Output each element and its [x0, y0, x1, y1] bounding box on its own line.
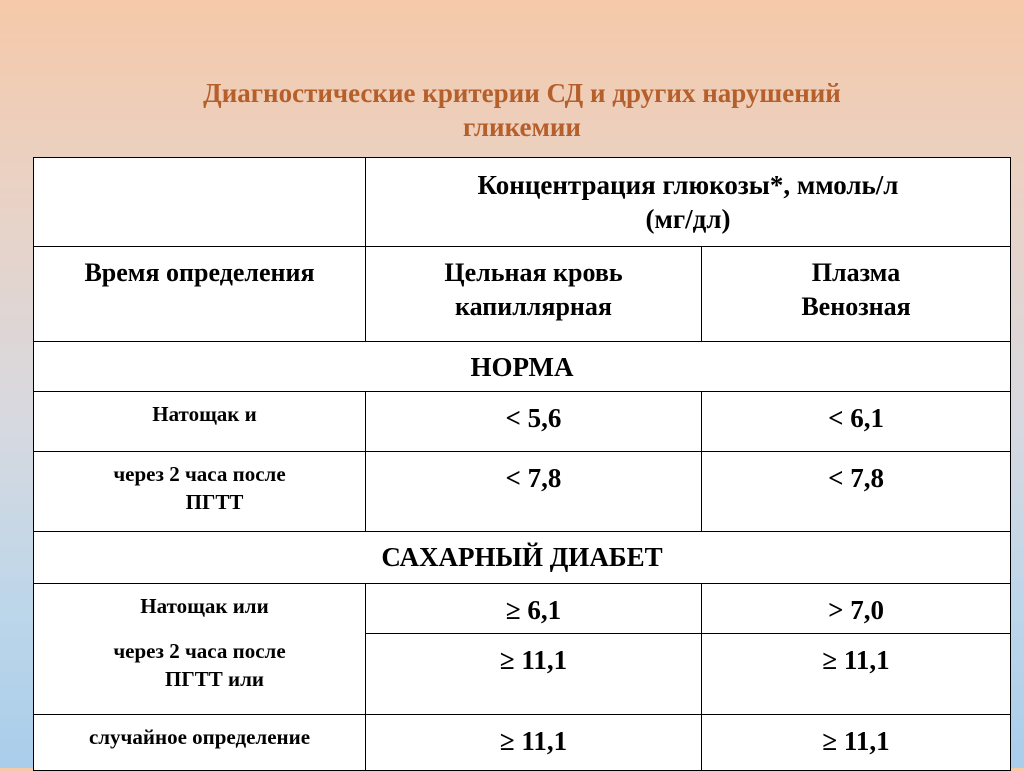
table-row [34, 392, 1011, 452]
plasma-line2: Венозная [801, 292, 911, 321]
concentration-header-line1: Концентрация глюкозы*, ммоль/л [477, 170, 899, 200]
value-whole-blood: ≥ 11,1 [366, 715, 702, 771]
slide-title-line1: Диагностические критерии СД и других нарушений [203, 78, 841, 108]
plasma-line1: Плазма [811, 258, 901, 287]
value-plasma: < 7,8 [702, 452, 1011, 532]
empty-corner-cell [34, 158, 366, 247]
row-label-text: через 2 часа после [113, 639, 286, 663]
table-row [34, 715, 1011, 771]
whole-blood-line1: Цельная кровь [444, 258, 623, 287]
row-label-text: ПГТТ [185, 490, 244, 514]
row-label-text: Натощак или [140, 594, 269, 618]
value-plasma: ≥ 11,1 [702, 715, 1011, 771]
table-row [34, 452, 1011, 532]
row-label-text: Натощак и [152, 402, 257, 426]
row-label-text: ПГТТ или [165, 667, 264, 691]
row-label-text: случайное определение [88, 725, 311, 749]
concentration-header [366, 158, 1011, 247]
table-row [34, 584, 1011, 634]
section-row-norm [34, 342, 1011, 392]
row-label-2h-ogtt [34, 452, 366, 532]
row-label-text: через 2 часа после [113, 462, 286, 486]
value-whole-blood: < 5,6 [366, 392, 702, 452]
column-header-plasma [702, 247, 1011, 342]
slide-title-line2: гликемии [463, 112, 581, 142]
section-row-diabetes [34, 532, 1011, 584]
row-label-fasting-or-2h [34, 584, 366, 715]
value-plasma: > 7,0 [702, 584, 1011, 634]
whole-blood-line2: капиллярная [455, 292, 612, 321]
diagnostic-criteria-table [33, 157, 1011, 771]
row-label-random [34, 715, 366, 771]
value-plasma: < 6,1 [702, 392, 1011, 452]
column-header-time-label: Время определения [84, 258, 315, 287]
column-header-time [34, 247, 366, 342]
column-header-whole-blood [366, 247, 702, 342]
section-diabetes: САХАРНЫЙ ДИАБЕТ [34, 532, 1011, 584]
concentration-header-line2: (мг/дл) [645, 204, 731, 234]
value-whole-blood: ≥ 6,1 [366, 584, 702, 634]
value-whole-blood: ≥ 11,1 [366, 634, 702, 715]
row-label-fasting [34, 392, 366, 452]
value-whole-blood: < 7,8 [366, 452, 702, 532]
table-header-row [34, 158, 1011, 247]
section-norm: НОРМА [34, 342, 1011, 392]
slide-title [0, 76, 1024, 144]
column-header-row [34, 247, 1011, 342]
value-plasma: ≥ 11,1 [702, 634, 1011, 715]
